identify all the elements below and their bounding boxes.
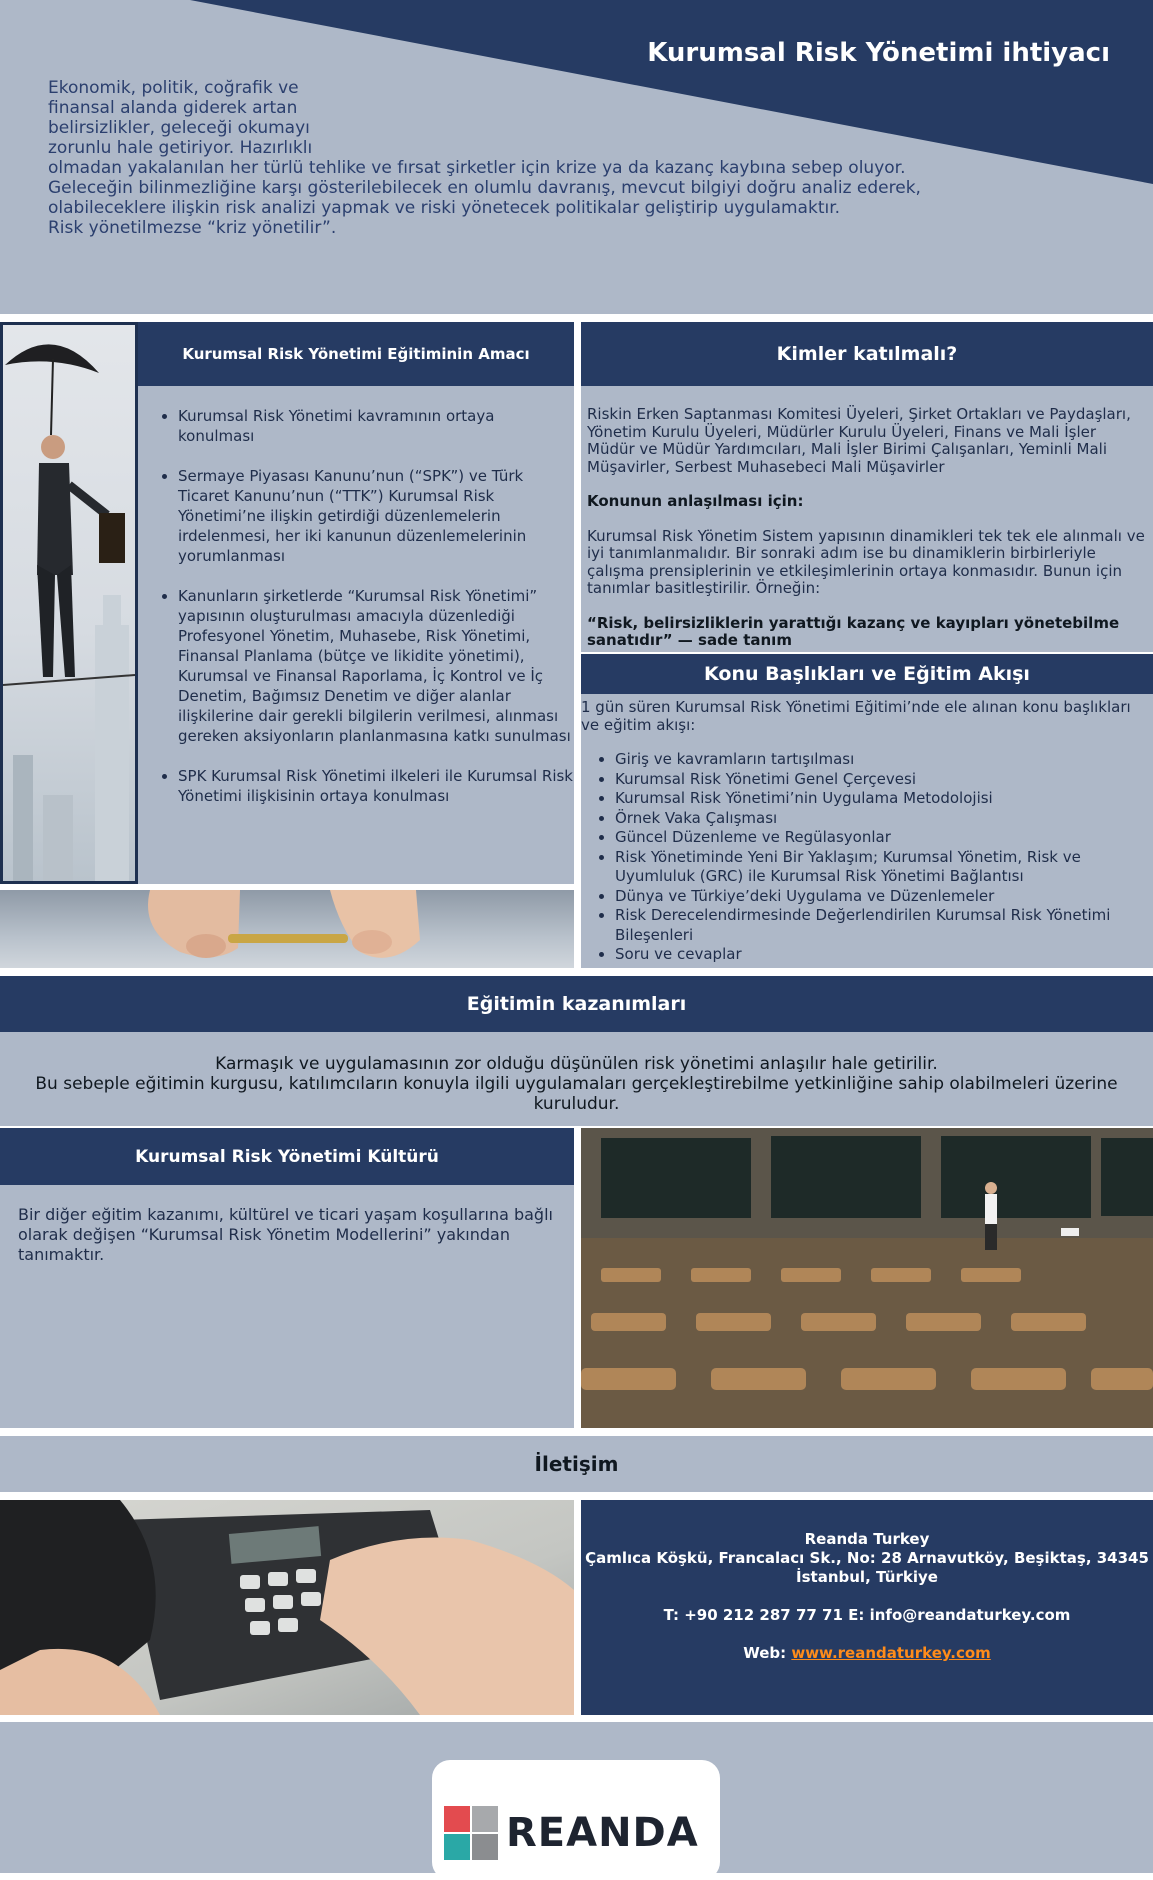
- amac-title: Kurumsal Risk Yönetimi Eğitiminin Amacı: [182, 345, 530, 363]
- coin-hands-image: [0, 890, 574, 968]
- hero-line: Risk yönetilmezse “kriz yönetilir”.: [48, 218, 337, 238]
- tightrope-businessman-image: [0, 322, 138, 884]
- hero-line: olabileceklere ilişkin risk analizi yapmak ve riski yönetecek politikalar geliştirip uygulamaktır.: [48, 198, 841, 218]
- hero-section: [0, 0, 1153, 314]
- contact-block: [581, 1500, 1153, 1715]
- kultur-text: Bir diğer eğitim kazanımı, kültürel ve ticari yaşam koşullarına bağlı olarak değişen “Kurumsal Risk Yönetim Modellerini” yakından tanımaktır.: [18, 1205, 553, 1264]
- amac-item: • Kanunların şirketlerde “Kurumsal Risk Yönetimi” yapısının oluşturulması amacıyla düzenlediği Profesyonel Yönetim, Muhasebe, Risk Yönetimi, Finansal Planlama (bütçe ve likidite yönetimi), Kurumsal ve Finansal Raporlama, İç Kontrol ve İç Denetim, Bağımsız Denetim ve diğer alanlar ilişkilerine dair gerekli bilgilerin verilmesi, alınması gereken aksiyonların planlanmasına katkı sunulması: [178, 586, 574, 746]
- kultur-body: [0, 1185, 574, 1428]
- contact-web: [581, 1644, 1153, 1663]
- logo-card: [432, 1760, 720, 1880]
- hero-line: belirsizlikler, geleceği okumayı: [48, 118, 310, 138]
- iletisim-title: İletişim: [534, 1452, 619, 1476]
- contact-web-label: Web:: [743, 1644, 792, 1662]
- classroom-image: [581, 1128, 1153, 1428]
- kimler-intro: Riskin Erken Saptanması Komitesi Üyeleri, Şirket Ortakları ve Paydaşları, Yönetim Kurulu Üyeleri, Müdürler Kurulu Üyeleri, Finans ve Mali İşler Müdür ve Müdür Yardımcıları, Mali İşler Birimi Çalışanları, Yeminli Mali Müşavirler, Serbest Muhasebeci Mali Müşavirler: [587, 405, 1131, 476]
- konu-intro: 1 gün süren Kurumsal Risk Yönetimi Eğitimi’nde ele alınan konu başlıkları ve eğitim akışı:: [581, 698, 1131, 734]
- iletisim-header: [0, 1436, 1153, 1492]
- logo-text: REANDA: [506, 1810, 699, 1856]
- contact-address-2: İstanbul, Türkiye: [796, 1568, 938, 1586]
- konu-list: [581, 750, 1147, 965]
- hero-title: Kurumsal Risk Yönetimi ihtiyacı: [647, 38, 1110, 68]
- konu-title: Konu Başlıkları ve Eğitim Akışı: [704, 663, 1030, 685]
- amac-item: • SPK Kurumsal Risk Yönetimi ilkeleri ile Kurumsal Risk Yönetimi ilişkisinin ortaya konulması: [178, 766, 574, 806]
- kazanim-header: [0, 976, 1153, 1032]
- amac-item: • Kurumsal Risk Yönetimi kavramının ortaya konulması: [178, 406, 574, 446]
- hero-line: olmadan yakalanılan her türlü tehlike ve fırsat şirketler için krize ya da kazanç kaybına sebep oluyor.: [48, 158, 906, 178]
- konu-item: • Kurumsal Risk Yönetimi’nin Uygulama Metodolojisi: [615, 789, 1147, 809]
- amac-list: [144, 406, 574, 806]
- hero-line: Geleceğin bilinmezliğine karşı gösterilebilecek en olumlu davranış, mevcut bilgiyi doğru analiz ederek,: [48, 178, 921, 198]
- hero-line: Ekonomik, politik, coğrafik ve: [48, 78, 299, 98]
- konu-item: • Güncel Düzenleme ve Regülasyonlar: [615, 828, 1147, 848]
- footer: [0, 1722, 1153, 1873]
- konu-item: • Risk Derecelendirmesinde Değerlendirilen Kurumsal Risk Yönetimi Bileşenleri: [615, 906, 1147, 945]
- kazanim-body: [0, 1032, 1153, 1126]
- reanda-logo-mark-icon: [444, 1806, 500, 1862]
- konu-item: • Dünya ve Türkiye’deki Uygulama ve Düzenlemeler: [615, 887, 1147, 907]
- konu-item: • Örnek Vaka Çalışması: [615, 809, 1147, 829]
- amac-item: • Sermaye Piyasası Kanunu’nun (“SPK”) ve Türk Ticaret Kanunu’nun (“TTK”) Kurumsal Risk Yönetimi’ne ilişkin getirdiği düzenlemelerin irdelenmesi, her iki kanunun düzenlemelerinin yorumlanması: [178, 466, 574, 566]
- contact-phone-email: T: +90 212 287 77 71 E: info@reandaturkey.com: [663, 1606, 1071, 1624]
- konu-item: • Giriş ve kavramların tartışılması: [615, 750, 1147, 770]
- kimler-body: [581, 386, 1153, 652]
- contact-address-1: Çamlıca Köşkü, Francalacı Sk., No: 28 Arnavutköy, Beşiktaş, 34345: [585, 1549, 1149, 1567]
- konu-item: • Risk Yönetiminde Yeni Bir Yaklaşım; Kurumsal Yönetim, Risk ve Uyumluluk (GRC) ile Kurumsal Risk Yönetimi Bağlantısı: [615, 848, 1147, 887]
- kimler-quote: “Risk, belirsizliklerin yarattığı kazanç ve kayıpları yönetebilme sanatıdır” — sade tanım: [587, 613, 1120, 649]
- hero-text: [48, 78, 928, 238]
- kimler-text: Kurumsal Risk Yönetim Sistem yapısının dinamikleri tek tek ele alınmalı ve iyi tanımlanmalıdır. Bir sonraki adım ise bu dinamiklerin birbirleriyle çalışma prensiplerinin ve etkileşimlerinin ortaya konmasıdır. Bunun için tanımlar basitleştirilir. Örneğin:: [587, 526, 1145, 597]
- kimler-header: [581, 322, 1153, 386]
- hero-line: finansal alanda giderek artan: [48, 98, 298, 118]
- kazanim-line-1: Karmaşık ve uygulamasının zor olduğu düşünülen risk yönetimi anlaşılır hale getirilir.: [215, 1054, 938, 1074]
- website-link[interactable]: www.reandaturkey.com: [791, 1644, 991, 1662]
- konu-item: • Kurumsal Risk Yönetimi Genel Çerçevesi: [615, 770, 1147, 790]
- konu-header: [581, 654, 1153, 694]
- amac-body: [138, 386, 574, 884]
- kimler-title: Kimler katılmalı?: [776, 343, 958, 365]
- amac-header: [138, 322, 574, 386]
- kultur-header: [0, 1128, 574, 1185]
- kultur-title: Kurumsal Risk Yönetimi Kültürü: [135, 1146, 439, 1167]
- hero-line: zorunlu hale getiriyor. Hazırlıklı: [48, 138, 313, 158]
- contact-company: Reanda Turkey: [804, 1530, 930, 1548]
- kimler-subheading: Konunun anlaşılması için:: [587, 492, 804, 510]
- konu-body: [581, 694, 1153, 968]
- kazanim-line-2: Bu sebeple eğitimin kurgusu, katılımcıların konuyla ilgili uygulamaları gerçekleştirebilme yetkinliğine sahip olabilmeleri üzerine kuruludur.: [35, 1074, 1118, 1114]
- konu-item: • Soru ve cevaplar: [615, 945, 1147, 965]
- phone-dialing-image: [0, 1500, 574, 1715]
- kazanim-title: Eğitimin kazanımları: [466, 993, 687, 1015]
